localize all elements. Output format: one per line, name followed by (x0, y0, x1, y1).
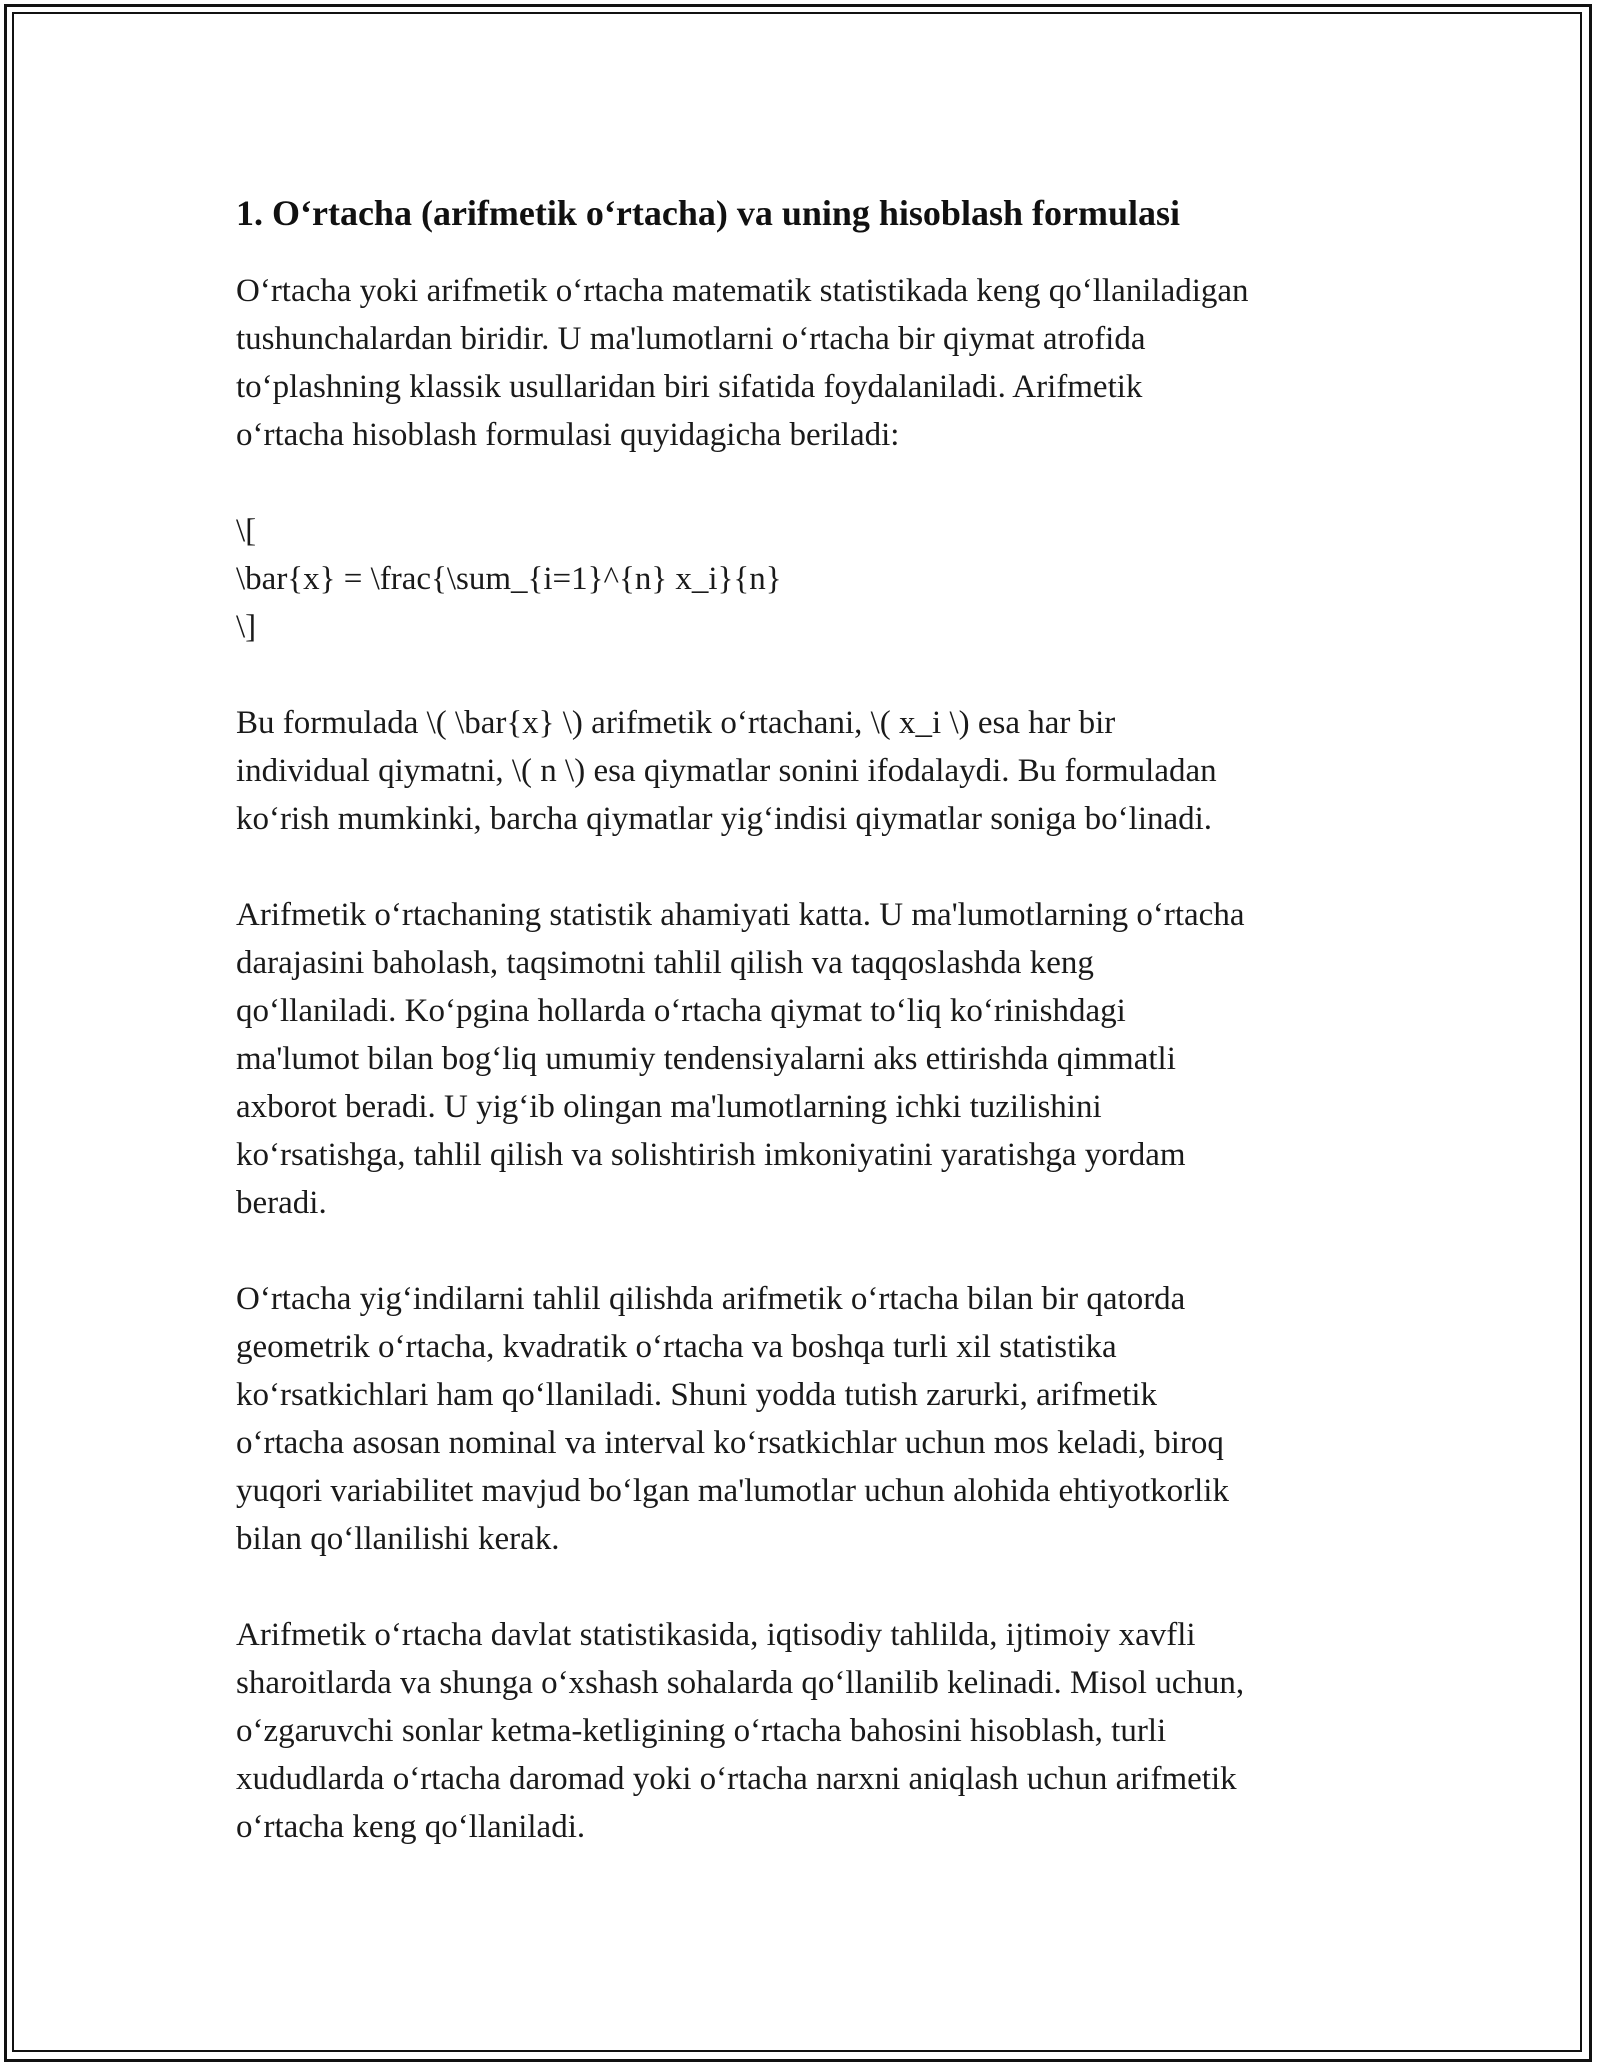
applications-paragraph: Arifmetik o‘rtacha davlat statistikasida, iqtisodiy tahlilda, ijtimoiy xavfli sharoitlarda va shunga o‘xshash sohalarda qo‘llanilib kelinadi. Misol uchun, o‘zgaruvchi sonlar ketma-ketligining o‘rtacha bahosini hisoblash, turli xududlarda o‘rtacha daromad yoki o‘rtacha narxni aniqlash uchun arifmetik o‘rtacha keng qo‘llaniladi. (236, 1617, 1245, 1845)
document-body (236, 185, 1386, 1851)
mean-formula: \[ \bar{x} = \frac{\sum_{i=1}^{n} x_i}{n} \] (236, 513, 782, 645)
intro-paragraph: O‘rtacha yoki arifmetik o‘rtacha matematik statistikada keng qo‘llaniladigan tushunchalardan biridir. U ma'lumotlarni o‘rtacha bir qiymat atrofida to‘plashning klassik usullaridan biri sifatida foydalaniladi. Arifmetik o‘rtacha hisoblash formulasi quyidagicha beriladi: (236, 273, 1249, 453)
section-heading: 1. O‘rtacha (arifmetik o‘rtacha) va uning hisoblash formulasi (236, 193, 1180, 233)
explanation-paragraph: Bu formulada \( \bar{x} \) arifmetik o‘rtachani, \( x_i \) esa har bir individual qiymatni, \( n \) esa qiymatlar sonini ifodalaydi. Bu formuladan ko‘rish mumkinki, barcha qiymatlar yig‘indisi qiymatlar soniga bo‘linadi. (236, 705, 1217, 837)
other-means-paragraph: O‘rtacha yig‘indilarni tahlil qilishda arifmetik o‘rtacha bilan bir qatorda geometrik o‘rtacha, kvadratik o‘rtacha va boshqa turli xil statistika ko‘rsatkichlari ham qo‘llaniladi. Shuni yodda tutish zarurki, arifmetik o‘rtacha asosan nominal va interval ko‘rsatkichlar uchun mos keladi, biroq yuqori variabilitet mavjud bo‘lgan ma'lumotlar uchun alohida ehtiyotkorlik bilan qo‘llanilishi kerak. (236, 1281, 1229, 1557)
significance-paragraph: Arifmetik o‘rtachaning statistik ahamiyati katta. U ma'lumotlarning o‘rtacha darajasini baholash, taqsimotni tahlil qilish va taqqoslashda keng qo‘llaniladi. Ko‘pgina hollarda o‘rtacha qiymat to‘liq ko‘rinishdagi ma'lumot bilan bog‘liq umumiy tendensiyalarni aks ettirishda qimmatli axborot beradi. U yig‘ib olingan ma'lumotlarning ichki tuzilishini ko‘rsatishga, tahlil qilish va solishtirish imkoniyatini yaratishga yordam beradi. (236, 897, 1245, 1221)
